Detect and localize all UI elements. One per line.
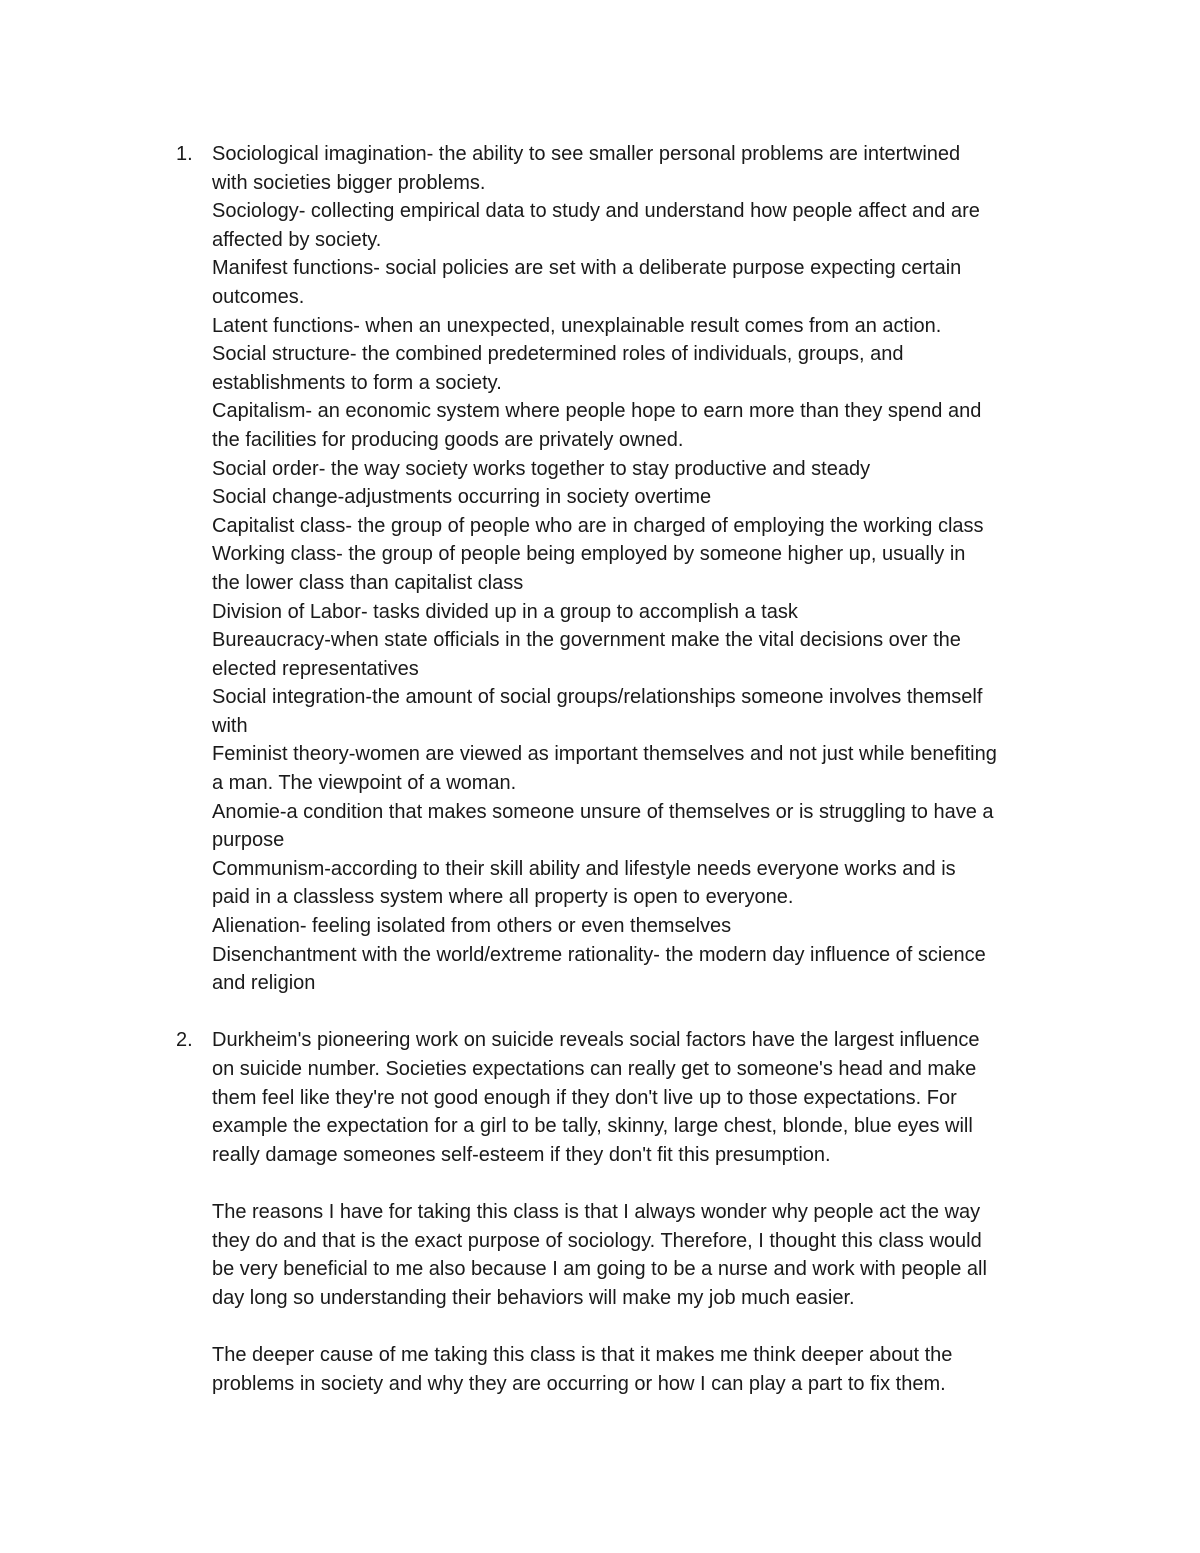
text-line: Communism-according to their skill ability and lifestyle needs everyone works and is — [212, 857, 956, 880]
text-line: Manifest functions- social policies are set with a deliberate purpose expecting certain — [212, 257, 962, 280]
text-line: Social structure- the combined predetermined roles of individuals, groups, and — [212, 343, 904, 366]
text-line: establishments to form a society. — [212, 371, 502, 394]
text-line: Sociology- collecting empirical data to study and understand how people affect and are — [212, 200, 980, 223]
numbered-list — [0, 140, 1200, 1398]
text-line: Capitalist class- the group of people who are in charged of employing the working class — [212, 514, 984, 537]
text-line: outcomes. — [212, 285, 305, 308]
text-line: Latent functions- when an unexpected, unexplainable result comes from an action. — [212, 314, 942, 337]
list-number: 1. — [176, 143, 193, 165]
definitions-block — [212, 140, 1072, 998]
text-line: Division of Labor- tasks divided up in a group to accomplish a task — [212, 600, 798, 623]
text-line: with societies bigger problems. — [212, 171, 486, 194]
text-line: The reasons I have for taking this class is that I always wonder why people act the way — [212, 1200, 981, 1223]
text-line: Social integration-the amount of social groups/relationships someone involves themself — [212, 686, 983, 709]
text-line: Feminist theory-women are viewed as important themselves and not just while benefiting — [212, 743, 997, 766]
text-line: Capitalism- an economic system where people hope to earn more than they spend and — [212, 400, 982, 423]
paragraph-reasons — [212, 1198, 1072, 1312]
text-line: Sociological imagination- the ability to see smaller personal problems are intertwined — [212, 143, 961, 165]
text-line: the lower class than capitalist class — [212, 571, 524, 594]
text-line: with — [212, 714, 248, 737]
list-number: 2. — [176, 1029, 193, 1052]
text-line: example the expectation for a girl to be tally, skinny, large chest, blonde, blue eyes will — [212, 1115, 973, 1138]
list-item-2 — [0, 1026, 1200, 1398]
text-line: elected representatives — [212, 657, 419, 680]
text-line: Social order- the way society works together to stay productive and steady — [212, 457, 871, 480]
text-line: Alienation- feeling isolated from others or even themselves — [212, 915, 732, 938]
text-line: be very beneficial to me also because I am going to be a nurse and work with people all — [212, 1258, 987, 1281]
text-line: day long so understanding their behaviors will make my job much easier. — [212, 1286, 855, 1309]
text-line: Anomie-a condition that makes someone unsure of themselves or is struggling to have a — [212, 800, 994, 823]
text-line: purpose — [212, 829, 285, 852]
text-line: they do and that is the exact purpose of sociology. Therefore, I thought this class would — [212, 1229, 982, 1252]
text-line: Social change-adjustments occurring in society overtime — [212, 486, 712, 509]
text-line: Working class- the group of people being employed by someone higher up, usually in — [212, 543, 966, 566]
text-line: Durkheim's pioneering work on suicide reveals social factors have the largest influence — [212, 1029, 980, 1052]
text-line: the facilities for producing goods are privately owned. — [212, 428, 684, 451]
list-item-1 — [0, 140, 1200, 998]
text-line: them feel like they're not good enough if they don't live up to those expectations. For — [212, 1086, 957, 1109]
essay-block — [212, 1026, 1072, 1398]
text-line: on suicide number. Societies expectations can really get to someone's head and make — [212, 1058, 977, 1080]
paragraph-deeper-cause — [212, 1341, 1072, 1398]
text-line: The deeper cause of me taking this class is that it makes me think deeper about the — [212, 1343, 953, 1366]
text-line: a man. The viewpoint of a woman. — [212, 772, 517, 795]
text-line: really damage someones self-esteem if they don't fit this presumption. — [212, 1143, 831, 1166]
text-line: Disenchantment with the world/extreme rationality- the modern day influence of science — [212, 943, 986, 966]
text-line: Bureaucracy-when state officials in the government make the vital decisions over the — [212, 629, 961, 652]
text-line: and religion — [212, 972, 316, 995]
text-line: affected by society. — [212, 228, 382, 251]
text-line: paid in a classless system where all property is open to everyone. — [212, 886, 794, 909]
paragraph-durkheim — [212, 1026, 1072, 1169]
text-line: problems in society and why they are occurring or how I can play a part to fix them. — [212, 1372, 946, 1395]
